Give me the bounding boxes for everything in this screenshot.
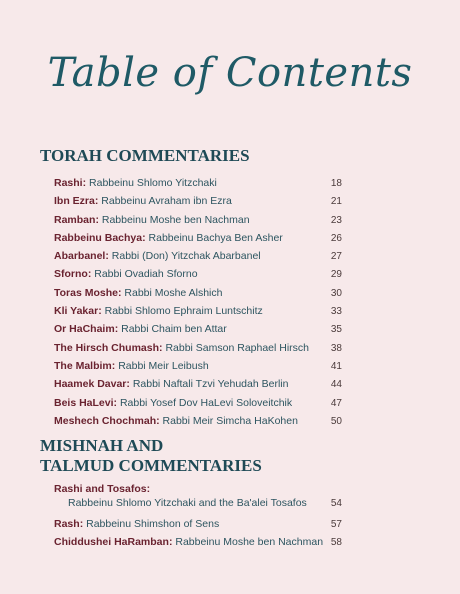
entry-page: 50 (330, 415, 342, 427)
entry-page: 29 (330, 269, 342, 281)
entry-page: 54 (330, 498, 342, 509)
entry-page: 47 (330, 397, 342, 409)
entry-page: 18 (330, 178, 342, 189)
entry-page: 23 (330, 214, 342, 226)
toc-entry-abarbanel[interactable]: Abarbanel: Rabbi (Don) Yitzchak Abarbanel 27 (54, 247, 342, 265)
section-mishnah-talmud-commentaries (40, 436, 420, 552)
entry-name: The Malbim (54, 359, 112, 372)
entry-desc: Rabbi Moshe Alshich (124, 286, 223, 299)
entry-page: 21 (330, 196, 342, 208)
entry-desc: Rabbeinu Shimshon of Sens (86, 518, 220, 530)
toc-entry-hirsch-chumash[interactable]: The Hirsch Chumash: Rabbi Samson Raphael Hirsch 38 (54, 339, 342, 357)
entry-page: 57 (330, 519, 342, 530)
toc-entry-kli-yakar[interactable]: Kli Yakar: Rabbi Shlomo Ephraim Luntschitz 33 (54, 302, 342, 320)
entry-page: 41 (330, 360, 342, 372)
entry-desc: Rabbi Naftali Tzvi Yehudah Berlin (132, 378, 289, 391)
entry-name: Toras Moshe (54, 286, 118, 299)
entry-name: Or HaChaim (54, 323, 115, 336)
entry-page: 27 (330, 251, 342, 263)
toc-entry-rash[interactable]: Rash: Rabbeinu Shimshon of Sens 57 (54, 515, 342, 533)
entry-desc: Rabbeinu Avraham ibn Ezra (101, 195, 232, 208)
toc-entry-rashi[interactable]: Rashi: Rabbeinu Shlomo Yitzchaki 18 (54, 174, 342, 192)
toc-entry-ramban[interactable]: Ramban: Rabbeinu Moshe ben Nachman 23 (54, 211, 342, 229)
entry-name: Ibn Ezra (54, 195, 95, 208)
entry-name: Abarbanel (54, 250, 106, 263)
toc-entry-toras-moshe[interactable]: Toras Moshe: Rabbi Moshe Alshich 30 (54, 284, 342, 302)
entry-page: 30 (330, 287, 342, 299)
entry-desc: Rabbeinu Bachya Ben Asher (148, 231, 283, 244)
entry-page: 44 (330, 379, 342, 391)
entry-name: Rash (54, 518, 80, 530)
toc-entry-or-hachaim[interactable]: Or HaChaim: Rabbi Chaim ben Attar 35 (54, 320, 342, 338)
entry-desc: Rabbi Samson Raphael Hirsch (165, 341, 310, 354)
toc-entry-meshech-chochmah[interactable]: Meshech Chochmah: Rabbi Meir Simcha HaKohen 50 (54, 412, 342, 430)
entry-name: Ramban (54, 213, 96, 226)
section-torah-commentaries (40, 146, 420, 430)
toc-entry-rashi-and-tosafos[interactable]: Rashi and Tosafos: Rabbeinu Shlomo Yitzchaki and the Ba'alei Tosafos 54 (54, 483, 342, 509)
toc-entry-malbim[interactable]: The Malbim: Rabbi Meir Leibush 41 (54, 357, 342, 375)
toc-entry-haamek-davar[interactable]: Haamek Davar: Rabbi Naftali Tzvi Yehudah Berlin 44 (54, 375, 342, 393)
entry-list (54, 482, 342, 552)
entry-name: Rashi and Tosafos (54, 483, 147, 495)
toc-entry-rabbeinu-bachya[interactable]: Rabbeinu Bachya: Rabbeinu Bachya Ben Asher 26 (54, 229, 342, 247)
entry-desc: Rabbi Meir Leibush (118, 359, 209, 372)
entry-page: 26 (330, 232, 342, 244)
entry-name: Meshech Chochmah (54, 414, 157, 427)
section-heading: TORAH COMMENTARIES (40, 146, 250, 165)
entry-desc: Rabbi Ovadiah Sforno (94, 268, 198, 281)
entry-name: Haamek Davar (54, 378, 127, 391)
entry-desc: Rabbi Yosef Dov HaLevi Soloveitchik (119, 396, 293, 409)
entry-desc: Rabbeinu Shlomo Yitzchaki (89, 177, 217, 189)
section-heading-line2: TALMUD COMMENTARIES (40, 456, 262, 475)
toc-entry-sforno[interactable]: Sforno: Rabbi Ovadiah Sforno 29 (54, 265, 342, 283)
entry-desc: Rabbi Meir Simcha HaKohen (162, 414, 298, 427)
section-heading (40, 436, 420, 476)
entry-desc: Rabbeinu Moshe ben Nachman (175, 536, 324, 549)
entry-page: 35 (330, 324, 342, 336)
entry-desc: Rabbi (Don) Yitzchak Abarbanel (111, 250, 261, 263)
entry-page: 33 (330, 306, 342, 318)
toc-entry-ibn-ezra[interactable]: Ibn Ezra: Rabbeinu Avraham ibn Ezra 21 (54, 192, 342, 210)
toc-entry-beis-halevi[interactable]: Beis HaLevi: Rabbi Yosef Dov HaLevi Soloveitchik 47 (54, 394, 342, 412)
entry-list (54, 174, 342, 430)
entry-desc: Rabbi Chaim ben Attar (121, 323, 227, 336)
entry-name: Rabbeinu Bachya (54, 231, 143, 244)
entry-name: Kli Yakar (54, 305, 99, 318)
entry-desc: Rabbeinu Shlomo Yitzchaki and the Ba'alei Tosafos (68, 497, 307, 509)
toc-entry-chiddushei-haramban[interactable]: Chiddushei HaRamban: Rabbeinu Moshe ben Nachman 58 (54, 533, 342, 551)
entry-name: Rashi (54, 177, 83, 189)
page-title: Table of Contents (47, 50, 413, 96)
entry-name: Sforno (54, 268, 88, 281)
entry-page: 38 (330, 342, 342, 354)
entry-page: 58 (330, 537, 342, 549)
entry-name: Chiddushei HaRamban (54, 536, 169, 549)
entry-desc: Rabbi Shlomo Ephraim Luntschitz (104, 305, 263, 318)
entry-desc: Rabbeinu Moshe ben Nachman (101, 213, 250, 226)
section-heading-line1: MISHNAH AND (40, 436, 164, 455)
entry-name: Beis HaLevi (54, 396, 114, 409)
entry-name: The Hirsch Chumash (54, 341, 160, 354)
